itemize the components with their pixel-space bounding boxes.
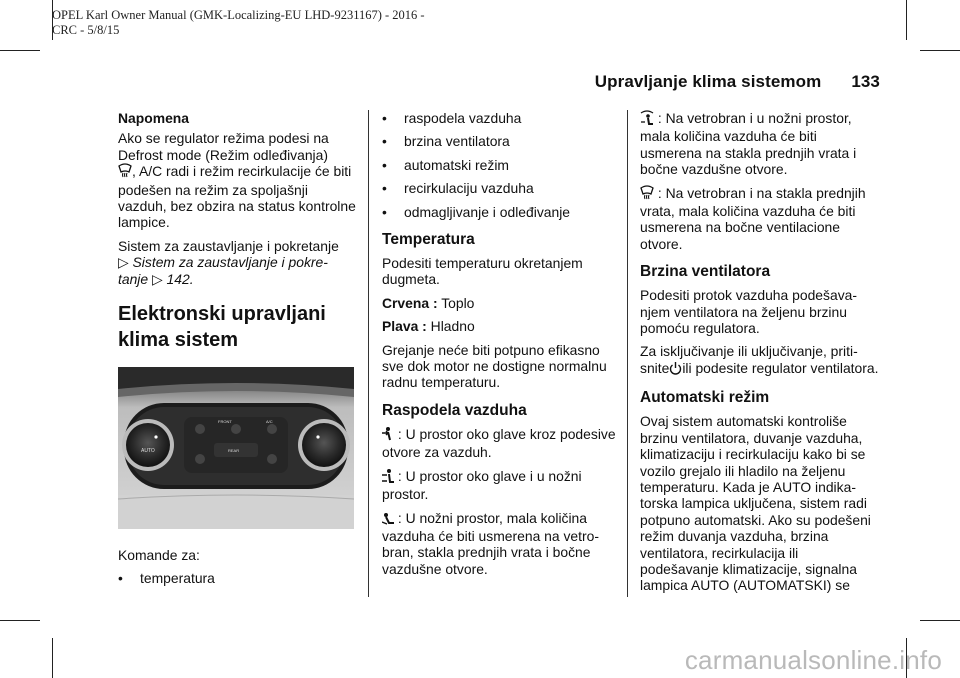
distribution-item-head bbox=[382, 426, 620, 461]
temperature-heading: Temperatura bbox=[382, 231, 475, 249]
doc-header-line1: OPEL Karl Owner Manual (GMK-Localizing-EU LHD-9231167) - 2016 - bbox=[52, 8, 425, 22]
crop-mark bbox=[920, 50, 960, 51]
running-head bbox=[595, 72, 880, 92]
bullet-icon: • bbox=[382, 180, 387, 197]
bullet-icon: • bbox=[382, 133, 387, 150]
bullet-text: raspodela vazduha bbox=[404, 110, 522, 126]
controls-intro: Komande za: bbox=[118, 547, 200, 564]
chapter-title: Upravljanje klima sistemom bbox=[594, 72, 822, 91]
crop-mark bbox=[0, 620, 40, 621]
auto-mode-text: Ovaj sistem automatski kontroliše brzinu ventilatora, duvanje vazduha, klimatizaciju i recirkulaciju kako bi se vozilo grejalo ili hladilo na željenu temperaturu. Kada je AUTO indikatorska lampica uključena, sistem radi potpuno automatski. Ako su podešeni režim duvanja vazduha, brzina ventilatora, recirkulacija ili podešavanje klimatizacije, signalna lampica AUTO (AUTOMATSKI) se bbox=[640, 413, 871, 594]
blue-label: Plava : bbox=[382, 318, 427, 335]
document-header bbox=[52, 8, 425, 38]
front-label: FRONT bbox=[218, 419, 232, 425]
list-item bbox=[118, 570, 360, 586]
distribution-item-windshield-feet bbox=[640, 110, 880, 178]
dist-head-text: : U prostor oko glave kroz podesive otvore za vazduh. bbox=[382, 425, 616, 461]
power-icon bbox=[669, 361, 682, 378]
bullet-icon: • bbox=[382, 156, 387, 173]
crop-mark bbox=[0, 50, 40, 51]
note-paragraph bbox=[118, 130, 360, 230]
bullet-text: temperatura bbox=[140, 570, 215, 587]
ref-arrow-icon: ▷ bbox=[118, 254, 129, 271]
doc-header-line2: CRC - 5/8/15 bbox=[52, 23, 120, 37]
temperature-note: Grejanje neće biti potpuno efikasno sve dok motor ne dostigne normalnu radnu temperaturu. bbox=[382, 341, 607, 391]
crop-mark bbox=[906, 0, 907, 40]
list-item bbox=[382, 180, 620, 196]
watermark: carmanualsonline.info bbox=[684, 645, 942, 675]
section-title: Elektronski upravljani klima sistem bbox=[118, 303, 326, 352]
stop-start-text: Sistem za zaustavljanje i pokretanje bbox=[118, 237, 339, 254]
column-2 bbox=[382, 110, 620, 584]
fan-switch-paragraph bbox=[640, 343, 880, 378]
ac-label: A/C bbox=[266, 419, 273, 425]
temperature-text: Podesiti temperaturu okretanjem dugmeta. bbox=[382, 255, 583, 288]
crop-mark bbox=[920, 620, 960, 621]
crop-mark bbox=[52, 638, 53, 678]
windshield-feet-icon bbox=[640, 110, 654, 128]
blue-value: Hladno bbox=[430, 318, 475, 335]
column-1 bbox=[118, 110, 360, 594]
stop-start-page[interactable]: 142 bbox=[166, 270, 190, 287]
fan-speed-heading: Brzina ventilatora bbox=[640, 263, 771, 281]
dist-windshield-feet-text: : Na vetrobran i u nožni prostor, mala količina vazduha će biti usmerena na stakla prednjih vrata i bočne vazdušne otvore. bbox=[640, 110, 857, 178]
red-row bbox=[382, 295, 620, 311]
windshield-defrost-icon bbox=[640, 185, 654, 203]
rear-label: REAR bbox=[228, 448, 240, 454]
fan-switch-text-1: Za isključivanje ili uključivanje, pritisnite bbox=[640, 343, 858, 376]
note-text-1: Ako se regulator režima podesi na Defrost mode (Režim odleđivanja) bbox=[118, 130, 329, 163]
bullet-icon: • bbox=[118, 570, 123, 587]
note-text-2: , A/C radi i režim recirkulacije će biti podešen na režim za spoljašnji vazduh, bez obzira na status kontrolne lampice. bbox=[118, 163, 356, 231]
feet-airflow-icon bbox=[382, 510, 394, 528]
list-item bbox=[382, 110, 620, 126]
column-3 bbox=[640, 110, 880, 601]
distribution-item-head-feet bbox=[382, 468, 620, 503]
distribution-item-windshield bbox=[640, 185, 880, 253]
dist-feet-text: : U nožni prostor, mala količina vazduha će biti usmerena na vetrobran, stakla prednjih vrata i bočne vazdušne otvore. bbox=[382, 509, 599, 577]
distribution-item-feet bbox=[382, 510, 620, 578]
red-value: Toplo bbox=[441, 294, 475, 311]
note-title: Napomena bbox=[118, 110, 190, 126]
fan-speed-text: Podesiti protok vazduha podešavanjem ventilatora na željenu brzinu pomoću regulatora. bbox=[640, 287, 858, 337]
dist-head-feet-text: : U prostor oko glave i u nožni prostor. bbox=[382, 467, 582, 503]
auto-mode-heading: Automatski režim bbox=[640, 389, 770, 407]
bullet-text: automatski režim bbox=[404, 156, 509, 173]
auto-label-left: AUTO bbox=[141, 448, 155, 455]
stop-start-paragraph: Sistem za zaustavljanje i pokretanje ▷ Sistem za zaustavljanje i pokretanje ▷ 142. bbox=[118, 237, 339, 287]
stop-start-link[interactable]: Sistem za zaustavljanje i pokretanje bbox=[118, 254, 328, 287]
dist-windshield-text: : Na vetrobran i na stakla prednjih vrata, mala količina vazduha će biti usmerena na bočne ventilacione otvore. bbox=[640, 184, 866, 252]
column-divider bbox=[368, 110, 369, 597]
air-distribution-heading: Raspodela vazduha bbox=[382, 401, 527, 419]
defrost-icon bbox=[118, 163, 132, 181]
red-label: Crvena : bbox=[382, 294, 438, 311]
bullet-icon: • bbox=[382, 110, 387, 126]
list-item bbox=[382, 157, 620, 173]
bullet-icon: • bbox=[382, 203, 387, 220]
column-divider bbox=[627, 110, 628, 597]
fan-switch-text-2: ili podesite regulator ventilatora. bbox=[682, 359, 879, 376]
bullet-text: recirkulaciju vazduha bbox=[404, 180, 534, 197]
list-item bbox=[382, 133, 620, 149]
bullet-text: brzina ventilatora bbox=[404, 133, 510, 150]
page-number: 133 bbox=[851, 72, 880, 91]
ref-arrow-icon: ▷ bbox=[151, 270, 163, 287]
head-feet-airflow-icon bbox=[382, 468, 394, 486]
climate-control-panel-photo bbox=[118, 367, 354, 529]
bullet-text: odmagljivanje i odleđivanje bbox=[404, 203, 571, 220]
list-item bbox=[382, 204, 620, 220]
head-airflow-icon bbox=[382, 426, 394, 444]
blue-row bbox=[382, 318, 620, 334]
